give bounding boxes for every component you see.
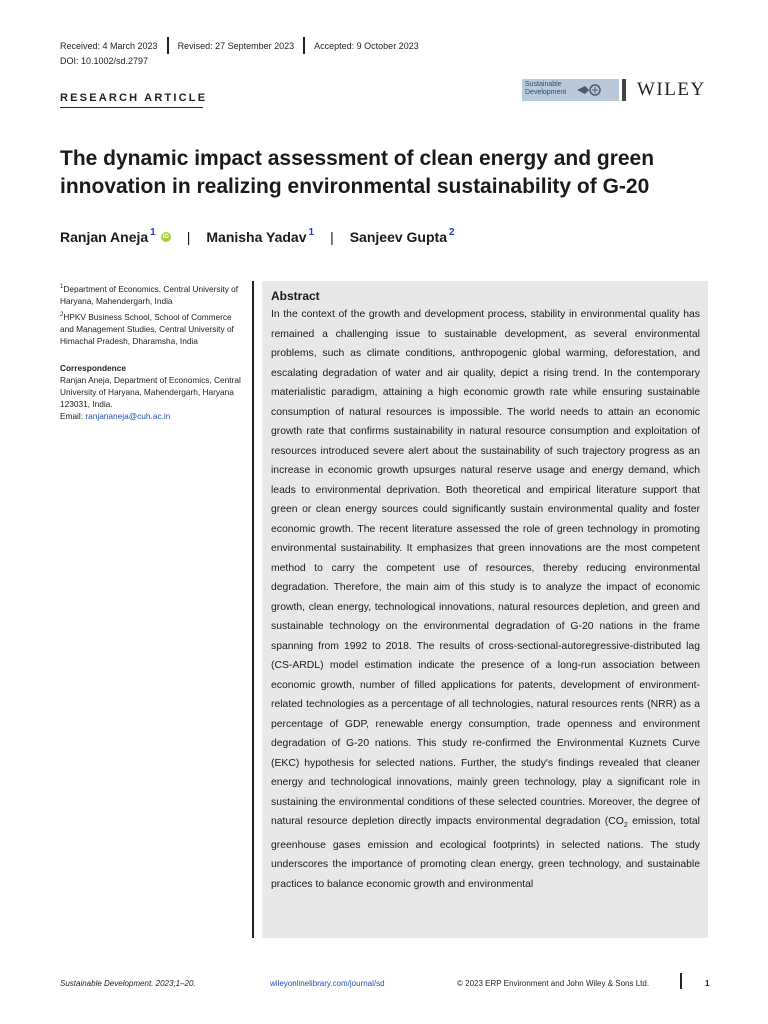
affiliation-number: 2 — [60, 312, 64, 318]
author-name[interactable]: Ranjan Aneja — [60, 229, 149, 245]
page-number: 1 — [705, 979, 710, 988]
accepted-date: Accepted: 9 October 2023 — [314, 40, 419, 51]
date-separator — [303, 37, 305, 54]
article-dates — [60, 37, 419, 54]
correspondence-text: Ranjan Aneja, Department of Economics, Central University of Haryana, Mahendergarh, Haryana 123031, India. — [60, 375, 241, 409]
correspondence-email — [60, 410, 245, 422]
orcid-icon[interactable]: iD — [162, 234, 169, 240]
author-affiliation-marker: 1 — [150, 226, 156, 238]
correspondence-block — [60, 362, 245, 422]
section-underline — [60, 107, 203, 108]
email-link[interactable]: ranjananeja@cuh.ac.in — [85, 411, 171, 421]
received-date: Received: 4 March 2023 — [60, 40, 158, 51]
abstract-subscript: 2 — [623, 822, 628, 830]
article-title: The dynamic impact assessment of clean energy and green innovation in realizing environmental sustainability of G-20 — [60, 147, 655, 198]
author-affiliation-marker: 2 — [448, 226, 455, 238]
date-separator — [167, 37, 169, 54]
revised-date: Revised: 27 September 2023 — [177, 40, 295, 51]
author-separator: | — [330, 229, 334, 245]
author-list — [60, 226, 455, 245]
publisher-logo-bar — [622, 79, 626, 101]
author-affiliation-marker: 1 — [308, 226, 315, 238]
section-label: RESEARCH ARTICLE — [60, 92, 208, 104]
doi: DOI: 10.1002/sd.2797 — [60, 56, 149, 66]
abstract-body — [271, 305, 700, 894]
journal-logo-line1: Sustainable — [525, 81, 562, 88]
publisher-logo: WILEY — [637, 79, 706, 100]
affiliation-text: HPKV Business School, School of Commerce and Management Studies, Central University of Himachal Pradesh, Dharamsha, India — [60, 311, 234, 346]
correspondence-heading: Correspondence — [60, 363, 126, 373]
email-label: Email: — [60, 411, 86, 421]
footer-journal-link[interactable]: wileyonlinelibrary.com/journal/sd — [270, 979, 385, 988]
author-separator: | — [186, 229, 191, 245]
journal-emblem-icon — [575, 81, 605, 99]
footer-divider — [680, 973, 682, 989]
footer-citation: Sustainable Development. 2023;1–20. — [60, 979, 196, 988]
affiliation-text: Department of Economics, Central University of Haryana, Mahendergarh, India — [60, 283, 239, 306]
abstract-text: emission, total greenhouse gases emission and ecological footprints) in selected nations. The study underscores the importance of promoting clean energy, green technology, and sustainable practices to balance economic growth and environmental — [271, 816, 700, 890]
author-name[interactable]: Sanjeev Gupta — [349, 229, 447, 245]
affiliation-1 — [60, 281, 245, 307]
column-divider — [252, 281, 254, 938]
abstract-text: In the context of the growth and development process, stability in environmental quality has remained a challenging issue to sustainable development, as several environmental problems, such as climate conditions, anthropogenic global warming, deforestation, and escalating degradation of water and air quality, depict a rising trend. In the contemporary materialistic paradigm, attaining a high economic growth rate while ensuring sustainable consumption of natural resources is impossible. The world needs to attain an economic growth rate that confirms sustainability in natural resource consumption and exploitation of resources introduced severe alert about the sustainability of such trajectory progress as an increase in economic growth upsurges natural reserve usage and energy demand, which leads to environmental deprivation. Both theoretical and empirical literature support that green or clean energy sources could significantly sustain environmental quality and foster economic growth. The recent literature assessed the role of green technology in promoting environmental sustainability. It emphasizes that green innovations are the most competent method to carry the competent use of resources, thereby reducing environmental degradation. Therefore, the main aim of this study is to analyze the impact of economic growth, clean energy, technological innovations, natural resources depletion, and green and sustainable technology on the environmental degradation of G-20 nations in the frame spanning from 1992 to 2018. The results of cross-sectional-autoregressive-distributed lag (CS-ARDL) model estimation indicate the presence of a long-run association between economic growth, number of filled applications for patents, development of environment-related technologies as a percentage of all technologies, natural resources rents (NRR) as a percentage of GDP, renewable energy consumption, trade openness and environment degradation of G-20 nations. This study re-confirmed the Environmental Kuznets Curve (EKC) hypothesis for selected nations. Further, the study's findings revealed that cleaner energy and technological innovations, mainly green technology, play a significant role in sustaining the environmental conditions of these selected countries. Moreover, the degree of natural resource depletion directly impacts environmental degradation (CO — [271, 309, 700, 827]
affiliation-number: 1 — [60, 284, 64, 290]
author-name[interactable]: Manisha Yadav — [206, 229, 307, 245]
abstract-heading: Abstract — [271, 289, 320, 303]
affiliation-2 — [60, 309, 245, 347]
journal-logo-line2: Development — [525, 89, 567, 96]
footer-copyright: © 2023 ERP Environment and John Wiley & Sons Ltd. — [457, 979, 650, 988]
